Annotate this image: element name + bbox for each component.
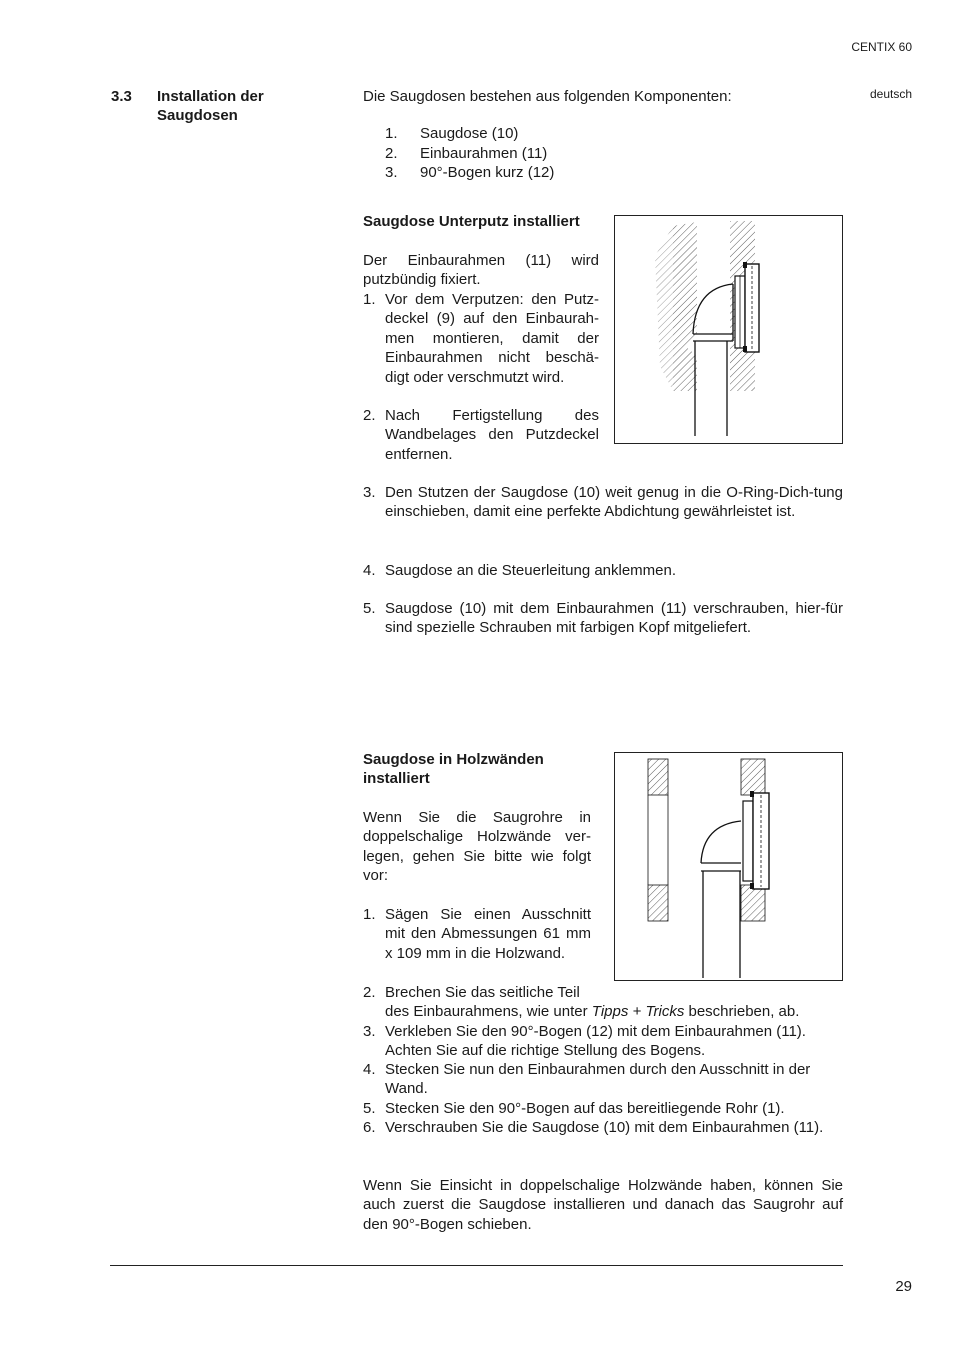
list-item [363,1060,843,1100]
list-item [363,290,599,390]
list-text: Sägen Sie einen Ausschnitt mit den Abmessungen 61 mm x 109 mm in die Holzwand. [385,906,591,962]
holz-closing: Wenn Sie Einsicht in doppelschalige Holzwände haben, können Sie auch zuerst die Saugdose installieren und danach das Saugrohr auf den 90°-Bogen schieben. [363,1177,843,1233]
list-item [363,1118,843,1158]
list-item [363,599,843,639]
list-number: 3. [385,164,398,181]
unterputz-diagram [614,215,843,444]
section-title [157,87,337,126]
holz-heading [363,750,599,789]
list-number: 1. [363,291,376,308]
list-text: Vor dem Verputzen: den Putz-deckel (9) auf den Einbaurah-men montieren, damit der Einbaurahmen nicht beschä-digt oder verschmutzt wird. [385,291,599,386]
list-text: Nach Fertigstellung des Wandbelages den Putzdeckel entfernen. [385,407,599,463]
list-number: 5. [363,1100,376,1117]
list-number: 2. [385,145,398,162]
list-item [363,1099,843,1119]
list-text: Verkleben Sie den 90°-Bogen (12) mit dem Einbaurahmen (11). Achten Sie auf die richtige Stellung des Bogens. [385,1023,806,1060]
list-item [363,1022,843,1062]
list-number: 1. [385,125,398,142]
footer-rule [110,1265,843,1266]
product-name: CENTIX 60 [851,40,912,54]
list-item [363,406,599,466]
list-number: 1. [363,906,376,923]
list-text: 90°-Bogen kurz (12) [420,164,555,181]
list-number: 5. [363,600,376,617]
list-text: Brechen Sie das seitliche Teil [385,984,580,1001]
holz-heading-line2: installiert [363,770,430,788]
holz-diagram-drawing [615,753,842,980]
list-text: des Einbaurahmens, wie unter Tipps + Tricks beschrieben, ab. [385,1003,800,1021]
list-number: 4. [363,562,376,579]
list-number: 3. [363,484,376,501]
section-number: 3.3 [111,88,132,105]
list-item [363,561,843,581]
list-text: Stecken Sie nun den Einbaurahmen durch den Ausschnitt in der Wand. [385,1061,811,1098]
holz-diagram [614,752,843,981]
list-number: 2. [363,984,376,1001]
list-item [363,983,843,1023]
list-number: 4. [363,1061,376,1078]
section-title-line2: Saugdosen [157,107,238,125]
list-text: Saugdose (10) [420,125,519,142]
list-text: Stecken Sie den 90°-Bogen auf das bereitliegende Rohr (1). [385,1100,785,1117]
list-text: Verschrauben Sie die Saugdose (10) mit dem Einbaurahmen (11). [385,1119,824,1136]
list-text: Saugdose an die Steuerleitung anklemmen. [385,562,677,579]
holz-heading-line1: Saugdose in Holzwänden [363,751,544,768]
language-label: deutsch [869,87,912,101]
list-text: Saugdose (10) mit dem Einbaurahmen (11) verschrauben, hier-für sind spezielle Schrauben mit farbigen Kopf mitgeliefert. [385,600,843,637]
intro-text: Die Saugdosen bestehen aus folgenden Komponenten: [363,88,732,105]
unterputz-heading: Saugdose Unterputz installiert [363,213,580,230]
holz-paragraph: Wenn Sie die Saugrohre in doppelschalige Holzwände ver-legen, gehen Sie bitte wie folgt vor: [363,809,591,885]
list-item [385,144,685,164]
list-item [385,124,685,144]
list-number: 3. [363,1023,376,1040]
unterputz-paragraph: Der Einbaurahmen (11) wird putzbündig fixiert. [363,252,599,289]
page-number: 29 [895,1278,912,1295]
list-item [385,163,685,183]
list-item [363,483,843,543]
list-item [363,905,591,985]
section-title-line1: Installation der [157,88,264,105]
list-number: 2. [363,407,376,424]
list-text: Den Stutzen der Saugdose (10) weit genug in die O-Ring-Dich-tung einschieben, damit eine perfekte Abdichtung gewährleistet ist. [385,484,843,521]
unterputz-diagram-drawing [615,216,842,443]
list-text: Einbaurahmen (11) [420,145,548,162]
list-number: 6. [363,1119,376,1136]
